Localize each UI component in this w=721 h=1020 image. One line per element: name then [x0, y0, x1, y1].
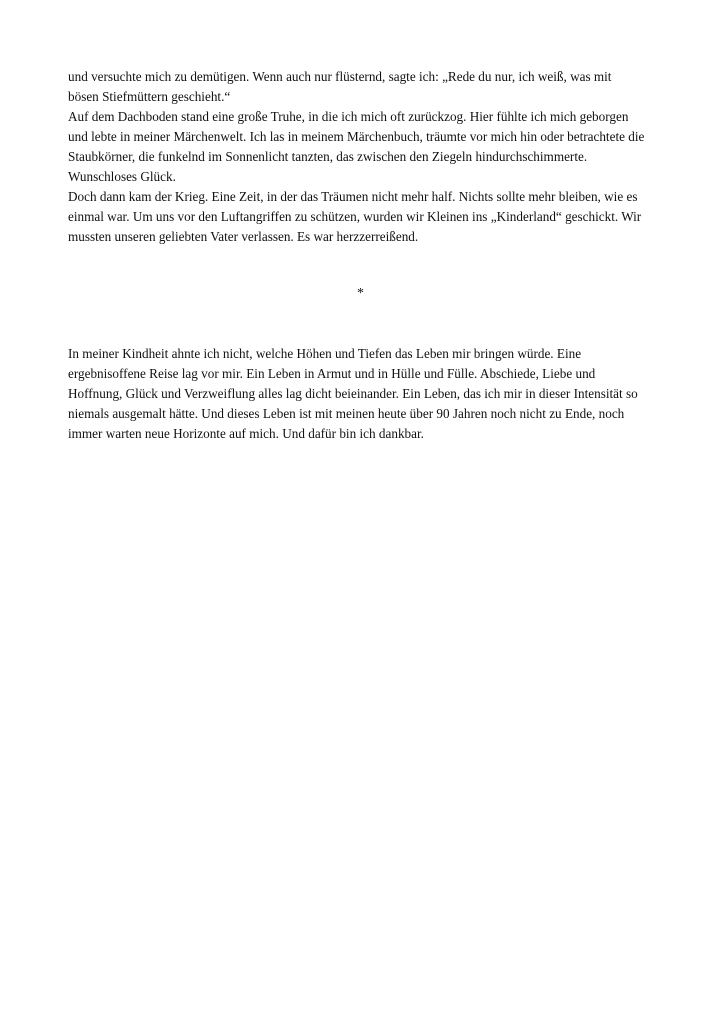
text-line: Doch dann kam der Krieg. Eine Zeit, in der das Träumen nicht mehr half. Nichts sollte mehr bleiben, wie es [68, 189, 638, 204]
text-line: In meiner Kindheit ahnte ich nicht, welche Höhen und Tiefen das Leben mir bringen würde. Eine [68, 346, 582, 361]
text-line: bösen Stiefmüttern geschieht.“ [68, 89, 231, 104]
text-line: Wunschloses Glück. [68, 169, 176, 184]
text-line: und versuchte mich zu demütigen. Wenn auch nur flüsternd, sagte ich: „Rede du nur, ich weiß, was mit [68, 69, 612, 84]
text-line: niemals ausgemalt hätte. Und dieses Leben ist mit meinen heute über 90 Jahren noch nicht zu Ende, noch [68, 406, 625, 421]
text-line: immer warten neue Horizonte auf mich. Und dafür bin ich dankbar. [68, 426, 424, 441]
text-line: mussten unseren geliebten Vater verlassen. Es war herzzerreißend. [68, 229, 419, 244]
section-separator: * [357, 286, 364, 301]
text-line: einmal war. Um uns vor den Luftangriffen zu schützen, wurden wir Kleinen ins „Kinderland“ geschickt. Wir [68, 209, 642, 224]
text-section-1 [68, 67, 658, 247]
text-line: Staubkörner, die funkelnd im Sonnenlicht tanzten, das zwischen den Ziegeln hindurchschimmerte. [68, 149, 588, 164]
text-line: Auf dem Dachboden stand eine große Truhe, in die ich mich oft zurückzog. Hier fühlte ich mich geborgen [68, 109, 629, 124]
text-section-2 [68, 344, 658, 444]
text-line: Hoffnung, Glück und Verzweiflung alles lag dicht beieinander. Ein Leben, das ich mir in dieser Intensität so [68, 386, 638, 401]
text-line: ergebnisoffene Reise lag vor mir. Ein Leben in Armut und in Hülle und Fülle. Abschiede, Liebe und [68, 366, 596, 381]
text-line: und lebte in meiner Märchenwelt. Ich las in meinem Märchenbuch, träumte vor mich hin oder betrachtete die [68, 129, 645, 144]
